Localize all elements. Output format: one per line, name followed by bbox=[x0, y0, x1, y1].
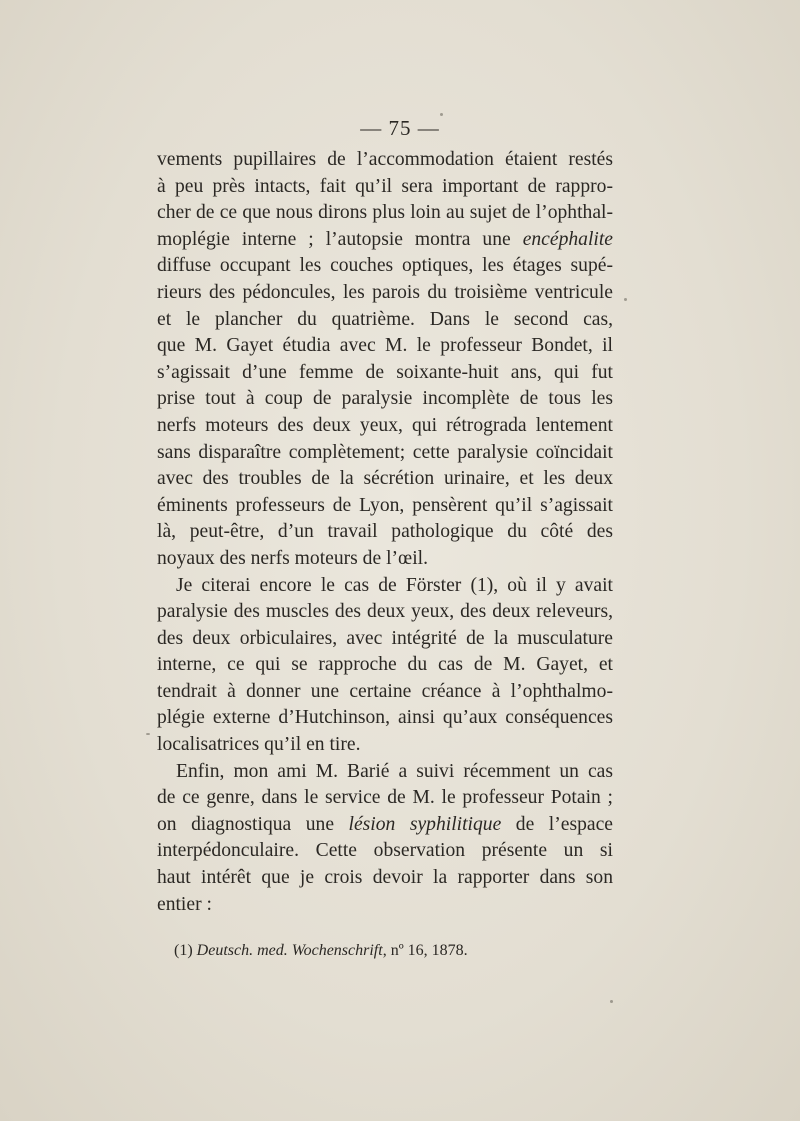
paper-speck bbox=[610, 1000, 613, 1003]
text-run: interne, ce qui se rapproche du cas de M. Gayet, et bbox=[157, 654, 613, 676]
text-run: tendrait à donner une certaine créance à l’ophthalmo- bbox=[157, 680, 613, 702]
text-line bbox=[157, 174, 613, 201]
text-run: vements pupillaires de l’accommodation étaient restés bbox=[157, 149, 613, 170]
text-line bbox=[157, 705, 613, 732]
text-line bbox=[157, 413, 613, 440]
text-line bbox=[157, 599, 613, 626]
text-line bbox=[157, 865, 613, 892]
text-run: des deux orbiculaires, avec intégrité de la musculature bbox=[157, 627, 613, 649]
text-run: nerfs moteurs des deux yeux, qui rétrograda lentement bbox=[157, 414, 613, 436]
footnote-citation: Deutsch. med. Wochenschrift bbox=[196, 942, 383, 959]
text-line bbox=[157, 333, 613, 360]
paragraph bbox=[157, 759, 613, 919]
text-run: sans disparaître complètement; cette paralysie coïncidait bbox=[157, 441, 613, 463]
text-line bbox=[157, 652, 613, 679]
text-run: rieurs des pédoncules, les parois du troisième ventricule bbox=[157, 281, 613, 303]
text-line bbox=[157, 626, 613, 653]
text-run: s’agissait d’une femme de soixante-huit ans, qui fut bbox=[157, 361, 613, 383]
text-run: que M. Gayet étudia avec M. le professeur Bondet, il bbox=[157, 335, 613, 357]
paragraph bbox=[157, 573, 613, 759]
text-run: paralysie des muscles des deux yeux, des deux releveurs, bbox=[157, 601, 613, 623]
italic-text: encéphalite bbox=[522, 228, 613, 250]
text-line bbox=[157, 386, 613, 413]
text-run: et le plancher du quatrième. Dans le second cas, bbox=[157, 308, 613, 330]
text-run: Enfin, mon ami M. Barié a suivi récemment un cas bbox=[176, 760, 613, 782]
body-text bbox=[157, 147, 613, 918]
text-run: cher de ce que nous dirons plus loin au sujet de l’ophthal- bbox=[157, 202, 613, 224]
paper-speck bbox=[440, 113, 443, 116]
text-line bbox=[157, 732, 613, 759]
paper-speck bbox=[624, 298, 627, 301]
text-run: de ce genre, dans le service de M. le professeur Potain ; bbox=[157, 787, 613, 809]
text-line bbox=[157, 360, 613, 387]
text-line bbox=[157, 679, 613, 706]
page-number: — 75 — bbox=[360, 116, 440, 140]
text-line bbox=[157, 307, 613, 334]
text-line bbox=[157, 892, 613, 919]
text-line bbox=[157, 812, 613, 839]
text-run: moplégie interne ; l’autopsie montra une bbox=[157, 228, 523, 250]
text-run: interpédonculaire. Cette observation présente un si bbox=[157, 840, 613, 862]
text-line bbox=[157, 253, 613, 280]
text-line bbox=[157, 440, 613, 467]
text-run: diffuse occupant les couches optiques, les étages supé- bbox=[157, 255, 613, 277]
text-run: avec des troubles de la sécrétion urinaire, et les deux bbox=[157, 468, 613, 490]
text-run: de l’espace bbox=[501, 813, 613, 835]
text-run: entier : bbox=[157, 893, 212, 915]
footnote-text: , nº 16, 1878. bbox=[382, 942, 468, 959]
text-run: on diagnostiqua une bbox=[157, 813, 349, 835]
text-run: là, peut-être, d’un travail pathologique du côté des bbox=[157, 521, 613, 543]
text-run: à peu près intacts, fait qu’il sera important de rappro- bbox=[157, 175, 613, 197]
italic-text: lésion syphilitique bbox=[348, 813, 502, 835]
text-run: localisatrices qu’il en tire. bbox=[157, 734, 361, 756]
text-line bbox=[157, 519, 613, 546]
text-run: plégie externe d’Hutchinson, ainsi qu’aux conséquences bbox=[157, 707, 613, 729]
text-line bbox=[157, 573, 613, 600]
paper-speck bbox=[146, 733, 150, 735]
text-line bbox=[157, 200, 613, 227]
text-run: noyaux des nerfs moteurs de l’œil. bbox=[157, 547, 428, 569]
text-line bbox=[157, 546, 613, 573]
text-run: haut intérêt que je crois devoir la rapporter dans son bbox=[157, 867, 613, 889]
text-line bbox=[157, 147, 613, 174]
text-line bbox=[157, 493, 613, 520]
paragraph bbox=[157, 147, 613, 573]
text-line bbox=[157, 280, 613, 307]
footnote-text: (1) bbox=[174, 942, 197, 959]
text-run: prise tout à coup de paralysie incomplète de tous les bbox=[157, 388, 613, 410]
text-run: éminents professeurs de Lyon, pensèrent qu’il s’agissait bbox=[157, 494, 613, 516]
footnote bbox=[174, 942, 468, 960]
text-run: Je citerai encore le cas de Förster (1), où il y avait bbox=[176, 574, 613, 596]
text-line bbox=[157, 759, 613, 786]
text-line bbox=[157, 466, 613, 493]
text-line bbox=[157, 838, 613, 865]
text-line bbox=[157, 227, 613, 254]
text-line bbox=[157, 785, 613, 812]
